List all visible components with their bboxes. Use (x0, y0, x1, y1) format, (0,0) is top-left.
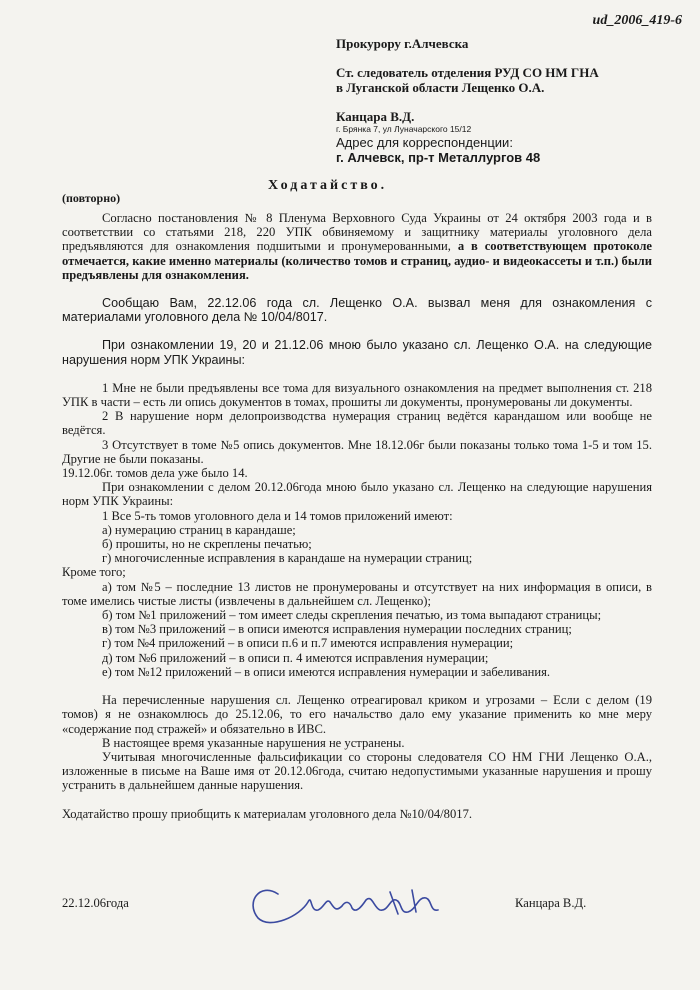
list-item: б) том №1 приложений – том имеет следы скрепления печатью, из тома выпадают страницы; (102, 608, 602, 623)
paragraph-emphasis: а в соответствующем протоколе отмечается, какие именно материалы (количество томов и страниц, аудио- и видеокассеты и т.п.) были предъявлены для ознакомления. (62, 239, 652, 282)
paragraph (62, 211, 652, 282)
paragraph: Ходатайство прошу приобщить к материалам уголовного дела №10/04/8017. (62, 806, 473, 821)
paragraph: Сообщаю Вам, 22.12.06 года сл. Лещенко О.А. вызвал меня для ознакомления с материалами уголовного дела № 10/04/8017. (62, 296, 652, 325)
paragraph: 19.12.06г. томов дела уже было 14. (62, 466, 248, 481)
document-title: Ходатайство. (268, 178, 388, 193)
list-item: е) том №12 приложений – в описи имеются исправления нумерации и забеливания. (102, 664, 551, 679)
list-item: д) том №6 приложений – в описи п. 4 имеются исправления нумерации; (102, 650, 489, 665)
document-id: ud_2006_419-6 (592, 13, 682, 28)
list-item: а) нумерацию страниц в карандаше; (102, 522, 296, 537)
sender-name: Канцара В.Д. (336, 109, 415, 124)
paragraph: При ознакомлении с делом 20.12.06года мною было указано сл. Лещенко на следующие нарушения норм УПК Украины: (62, 480, 652, 509)
paragraph: 2 В нарушение норм делопроизводства нумерация страниц ведётся карандашом или вообще не ведётся. (62, 409, 652, 438)
signature-date: 22.12.06года (62, 896, 129, 910)
investigator-line-2: в Луганской области Лещенко О.А. (336, 80, 545, 95)
paragraph: Учитывая многочисленные фальсификации со стороны следователя СО НМ ГНИ Лещенко О.А., изложенные в письме на Ваше имя от 20.12.06года, считаю недопустимыми указанные нарушения и прошу устранить в дальнейшем данные нарушения. (62, 749, 652, 793)
paragraph: На перечисленные нарушения сл. Лещенко отреагировал криком и угрозами – Если с делом (19 томов) я не ознакомлюсь до 25.12.06, то его начальство дало ему указание применить ко мне меру «содержание под стражей» и обязательно в ИВС. (62, 693, 652, 736)
list-item: г) многочисленные исправления в карандаше на нумерации страниц; (102, 551, 473, 566)
sender-address: г. Брянка 7, ул Луначарского 15/12 (336, 124, 472, 134)
paragraph: При ознакомлении 19, 20 и 21.12.06 мною было указано сл. Лещенко О.А. на следующие нарушения норм УПК Украины: (62, 338, 652, 367)
document-body (62, 211, 652, 821)
investigator-line-1: Ст. следователь отделения РУД СО НМ ГНА (336, 65, 599, 80)
list-item: г) том №4 приложений – в описи п.6 и п.7 имеются исправления нумерации; (102, 636, 514, 651)
list-item: в) том №3 приложений – в описи имеются исправления нумерации последних страниц; (102, 622, 572, 637)
recipient: Прокурору г.Алчевска (336, 36, 469, 51)
correspondence-label: Адрес для корреспонденции: (336, 135, 513, 150)
paragraph: В настоящее время указанные нарушения не устранены. (102, 735, 405, 750)
paragraph: 1 Все 5-ть томов уголовного дела и 14 томов приложений имеют: (102, 508, 453, 523)
paragraph: 3 Отсутствует в томе №5 опись документов. Мне 18.12.06г были показаны только тома 1-5 и том 15. Другие не были показаны. (62, 437, 652, 466)
correspondence-address: г. Алчевск, пр-т Металлургов 48 (336, 150, 541, 165)
list-item: а) том №5 – последние 13 листов не пронумерованы и отсутствует на них информация в описи, в томе имелись чистые листы (извлечены в дальнейшем сл. Лещенко); (62, 579, 652, 608)
paragraph-text: Согласно постановления № 8 Пленума Верховного Суда Украины от 24 октября 2003 года и в соответствии со статьями 218, 220 УПК обвиняемому и защитнику материалы уголовного дела предъявляются для ознакомления подшитыми и пронумерованными, (62, 211, 652, 254)
paragraph: 1 Мне не были предъявлены все тома для визуального ознакомления на предмет выполнения ст. 218 УПК в части – есть ли опись документов в томах, прошиты ли документы, пронумерованы ли документы. (62, 380, 652, 410)
handwritten-signature (240, 872, 460, 932)
document-subtitle: (повторно) (62, 191, 121, 205)
paragraph: Кроме того; (62, 565, 126, 580)
list-item: б) прошиты, но не скреплены печатью; (102, 537, 312, 552)
addressee-block (336, 36, 686, 165)
signatory-name: Канцара В.Д. (515, 896, 587, 910)
